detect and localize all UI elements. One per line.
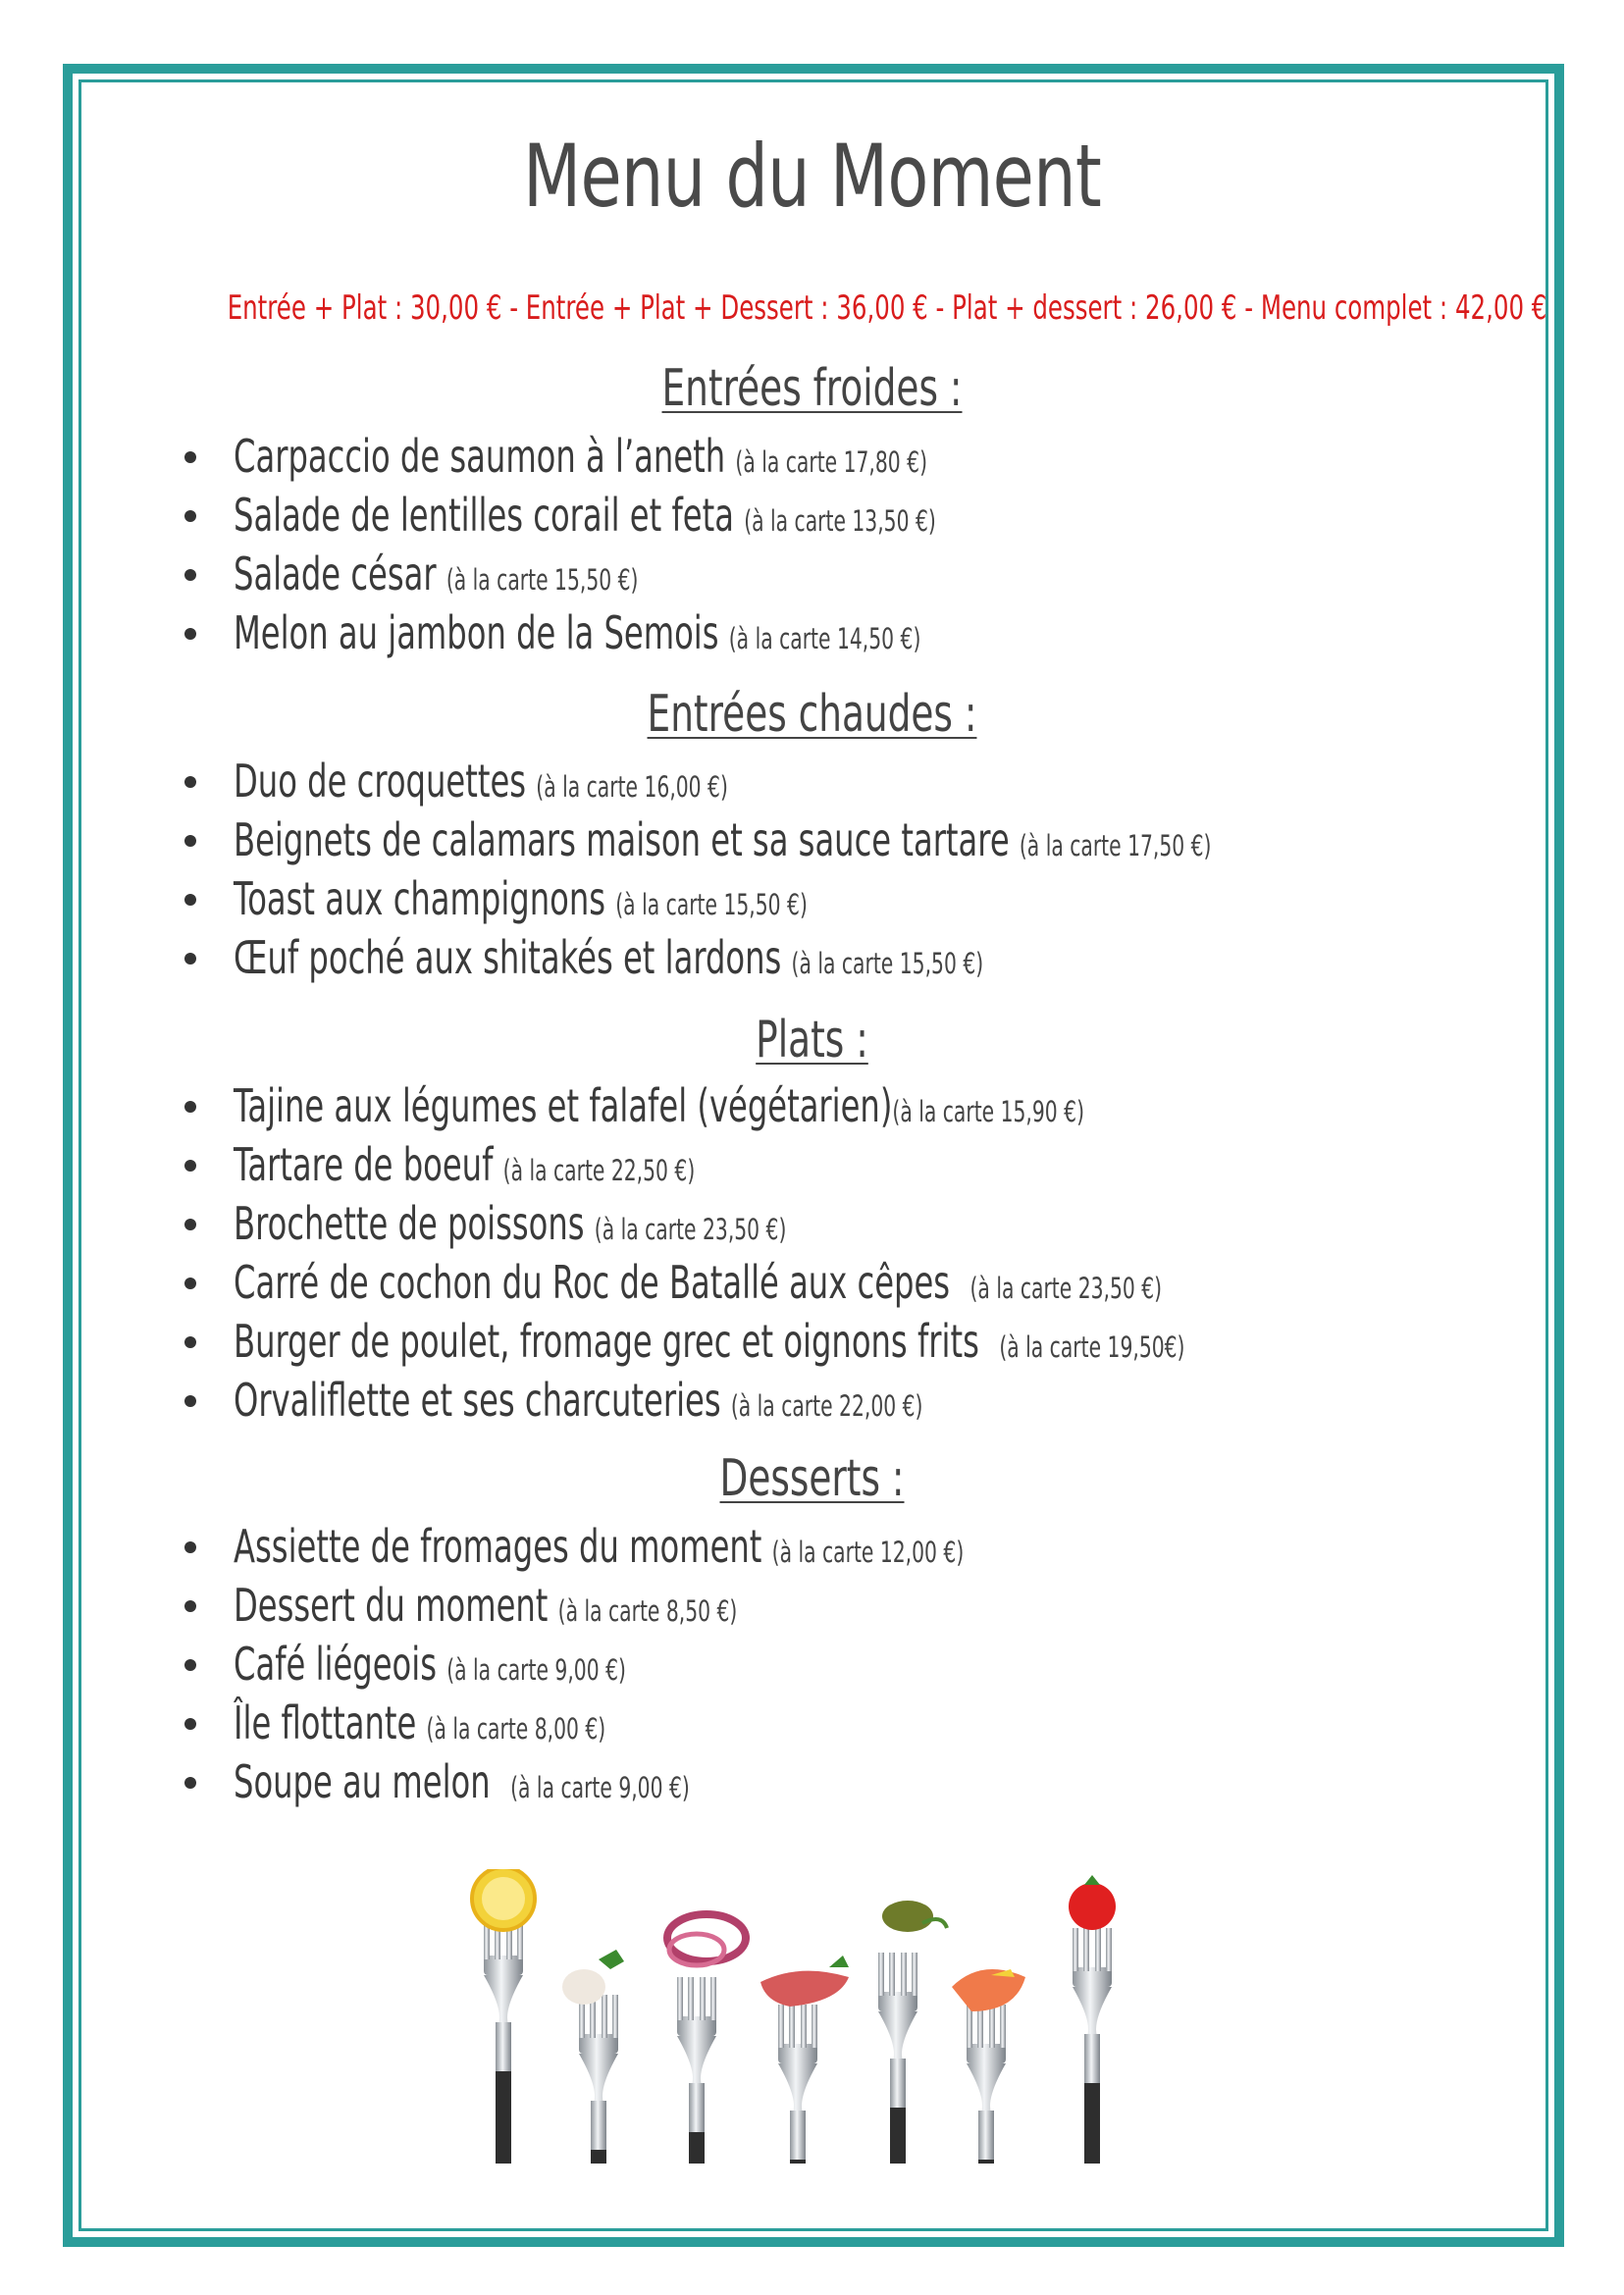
dish-name: Salade césar: [234, 548, 437, 600]
dish-name: Assiette de fromages du moment: [234, 1520, 762, 1573]
dish-name: Toast aux champignons: [234, 872, 606, 925]
dish-price: (à la carte 19,50€): [999, 1330, 1185, 1364]
dish-price: (à la carte 8,00 €): [426, 1712, 606, 1746]
onion-icon: [667, 1914, 746, 2164]
bullet-icon: [184, 835, 196, 847]
dish-price: (à la carte 15,50 €): [615, 888, 808, 921]
pickle-icon: [878, 1901, 947, 2164]
section-title-entrees-chaudes: Entrées chaudes :: [647, 685, 977, 744]
dish-name: Carpaccio de saumon à l’aneth: [234, 430, 726, 483]
bullet-icon: [184, 569, 196, 581]
dish-price: (à la carte 14,50 €): [728, 622, 921, 655]
bullet-icon: [184, 1659, 196, 1671]
dish-name: Soupe au melon: [234, 1755, 491, 1808]
bullet-icon: [184, 1777, 196, 1789]
dish-name: Café liégeois: [234, 1638, 437, 1691]
bullet-icon: [184, 1541, 196, 1553]
dish-price: (à la carte 17,50 €): [1019, 829, 1212, 862]
bullet-icon: [184, 1101, 196, 1113]
bullet-icon: [184, 510, 196, 522]
dish-price: (à la carte 13,50 €): [744, 504, 936, 538]
dish-name: Île flottante: [234, 1696, 417, 1749]
bullet-icon: [184, 451, 196, 463]
formula-prices: Entrée + Plat : 30,00 € - Entrée + Plat + Dessert : 36,00 € - Plat + dessert : 26,00 € - Menu complet : 42,00 €: [227, 288, 1547, 328]
dish-price: (à la carte 9,00 €): [446, 1653, 626, 1687]
bullet-icon: [184, 1600, 196, 1612]
mushroom-icon: [562, 1950, 624, 2164]
dish-name: Salade de lentilles corail et feta: [234, 489, 734, 542]
dish-name: Orvaliflette et ses charcuteries: [234, 1374, 721, 1427]
bullet-icon: [184, 894, 196, 906]
dish-price: (à la carte 22,50 €): [502, 1154, 696, 1187]
dish-name: Tajine aux légumes et falafel (végétarien): [234, 1079, 893, 1132]
tomato-icon: [1069, 1875, 1116, 2164]
bullet-icon: [184, 1160, 196, 1172]
dish-price: (à la carte 23,50 €): [594, 1213, 787, 1246]
salmon-icon: [952, 1969, 1025, 2164]
menu-title: Menu du Moment: [523, 126, 1101, 227]
dish-name: Beignets de calamars maison et sa sauce tartare: [234, 813, 1010, 866]
dish-price: (à la carte 16,00 €): [536, 770, 728, 804]
lemon-icon: [472, 1869, 535, 2164]
bullet-icon: [184, 776, 196, 788]
dish-name: Tartare de boeuf: [234, 1138, 494, 1191]
dish-name: Dessert du moment: [234, 1579, 549, 1632]
bullet-icon: [184, 1219, 196, 1230]
dish-name: Melon au jambon de la Semois: [234, 606, 719, 659]
forks-with-food-icon: [437, 1869, 1153, 2164]
section-title-entrees-froides: Entrées froides :: [661, 359, 963, 418]
bullet-icon: [184, 1395, 196, 1407]
bullet-icon: [184, 628, 196, 640]
dish-price: (à la carte 15,50 €): [445, 563, 639, 597]
dish-name: Duo de croquettes: [234, 755, 527, 808]
dish-name: Œuf poché aux shitakés et lardons: [234, 931, 782, 984]
dish-price: (à la carte 9,00 €): [510, 1771, 690, 1804]
bullet-icon: [184, 1336, 196, 1348]
ham-icon: [760, 1956, 849, 2164]
bullet-icon: [184, 1718, 196, 1730]
dish-price: (à la carte 8,50 €): [557, 1594, 738, 1628]
dish-price: (à la carte 15,90 €): [892, 1095, 1085, 1128]
dish-name: Brochette de poissons: [234, 1197, 585, 1250]
dish-name: Carré de cochon du Roc de Batallé aux cêpes: [234, 1256, 951, 1309]
dish-price: (à la carte 12,00 €): [771, 1536, 965, 1569]
dish-price: (à la carte 22,00 €): [730, 1389, 923, 1423]
dish-price: (à la carte 15,50 €): [791, 947, 984, 980]
dish-name: Burger de poulet, fromage grec et oignons frits: [234, 1315, 979, 1368]
bullet-icon: [184, 953, 196, 965]
dish-price: (à la carte 17,80 €): [735, 445, 928, 479]
dish-price: (à la carte 23,50 €): [969, 1272, 1163, 1305]
bullet-icon: [184, 1278, 196, 1289]
section-title-desserts: Desserts :: [719, 1449, 905, 1508]
section-title-plats: Plats :: [756, 1011, 868, 1069]
